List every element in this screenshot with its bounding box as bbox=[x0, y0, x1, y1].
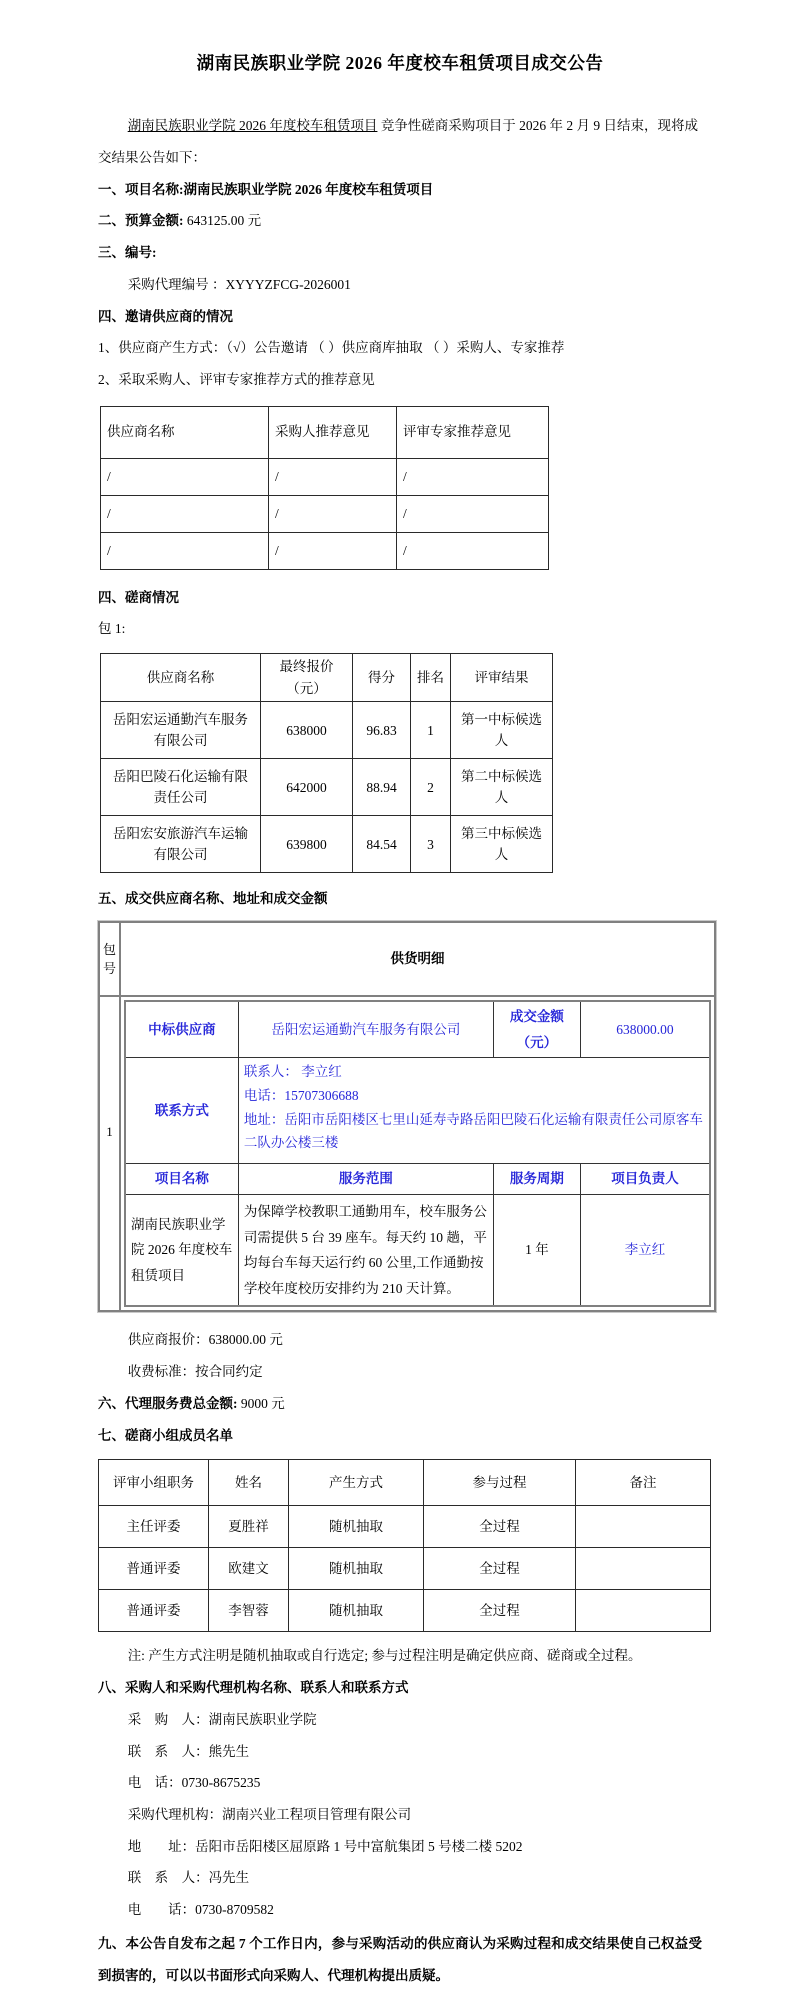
section-1-project-name: 一、项目名称:湖南民族职业学院 2026 年度校车租赁项目 bbox=[98, 181, 434, 197]
column-header: 最终报价（元） bbox=[261, 654, 353, 702]
table-header-row bbox=[101, 654, 553, 702]
supply-detail-header: 供货明细 bbox=[121, 923, 714, 997]
package-column-header: 包号 bbox=[100, 923, 119, 997]
column-header: 服务周期 bbox=[493, 1164, 580, 1195]
project-header-row bbox=[125, 1164, 710, 1195]
award-inner-table bbox=[124, 1000, 711, 1307]
panel-member-table bbox=[98, 1459, 711, 1632]
bid-result-table bbox=[100, 653, 553, 873]
column-header: 备注 bbox=[576, 1460, 711, 1506]
service-period: 1 年 bbox=[493, 1194, 580, 1306]
table-row: 普通评委 李智蓉 随机抽取 全过程 bbox=[99, 1590, 711, 1632]
column-header: 服务范围 bbox=[238, 1164, 493, 1195]
column-header: 得分 bbox=[353, 654, 411, 702]
section-2-budget: 二、预算金额: 643125.00 元 bbox=[98, 213, 262, 229]
agency-code-line: 采购代理编号 ：XYYYZFCG-2026001 bbox=[127, 276, 351, 292]
package-column bbox=[100, 923, 121, 1310]
column-header: 产生方式 bbox=[289, 1460, 424, 1506]
section-4-heading: 四、邀请供应商的情况 bbox=[98, 308, 233, 324]
section-3-heading: 三、编号: bbox=[98, 245, 157, 261]
buyer-contact-line: 联 系 人：熊先生 bbox=[127, 1743, 250, 1759]
table-row: 岳阳宏运通勤汽车服务有限公司 638000 96.83 1 第一中标候选人 bbox=[101, 702, 553, 759]
column-header: 项目名称 bbox=[125, 1164, 238, 1195]
amount-label: 成交金额（元） bbox=[493, 1001, 580, 1058]
recommendation-table bbox=[100, 406, 549, 570]
buyer-line: 采 购 人：湖南民族职业学院 bbox=[127, 1711, 317, 1727]
table-row: 岳阳巴陵石化运输有限责任公司 642000 88.94 2 第二中标候选人 bbox=[101, 759, 553, 816]
buyer-phone-line: 电 话：0730-8675235 bbox=[127, 1775, 261, 1791]
contact-person: 联系人： 李立红 bbox=[243, 1064, 342, 1080]
table-row: / / / bbox=[101, 458, 549, 495]
section-6-agency-fee: 六、代理服务费总金额: 9000 元 bbox=[98, 1395, 285, 1411]
project-data-row bbox=[125, 1194, 710, 1306]
agency-line: 采购代理机构：湖南兴业工程项目管理有限公司 bbox=[127, 1806, 412, 1822]
table-row: 主任评委 夏胜祥 随机抽取 全过程 bbox=[99, 1506, 711, 1548]
column-header: 参与过程 bbox=[424, 1460, 576, 1506]
column-header: 采购人推荐意见 bbox=[269, 406, 397, 458]
column-header: 项目负责人 bbox=[580, 1164, 710, 1195]
package-line: 包 1: bbox=[98, 621, 126, 637]
table-row: 普通评委 欧建文 随机抽取 全过程 bbox=[99, 1548, 711, 1590]
table-row: / / / bbox=[101, 495, 549, 532]
column-header: 排名 bbox=[411, 654, 451, 702]
package-number: 1 bbox=[106, 1124, 113, 1140]
agency-phone-line: 电 话：0730-8709582 bbox=[127, 1902, 274, 1918]
contact-label: 联系方式 bbox=[125, 1058, 238, 1164]
section-9-objection-notice: 九、本公告自发布之起 7 个工作日内，参与采购活动的供应商认为采购过程和成交结果使自己权益受到损害的，可以以书面形式向采购人、代理机构提出质疑。 bbox=[98, 1935, 702, 1983]
panel-note-line: 注: 产生方式注明是随机抽取或自行选定; 参与过程注明是确定供应商、磋商或全过程。 bbox=[127, 1648, 642, 1664]
section-7-heading: 七、磋商小组成员名单 bbox=[98, 1427, 233, 1443]
section-8-heading: 八、采购人和采购代理机构名称、联系人和联系方式 bbox=[98, 1680, 409, 1696]
table-header-row bbox=[101, 406, 549, 458]
intro-rest: 竞争性磋商采购项目于 2026 年 2 月 9 日结束，现将成交结果公告如下： bbox=[98, 118, 699, 165]
contact-address: 地址：岳阳市岳阳楼区七里山延寿寺路岳阳巴陵石化运输有限责任公司原客车二队办公楼三楼 bbox=[243, 1111, 703, 1151]
table-row: 岳阳宏安旅游汽车运输有限公司 639800 84.54 3 第三中标候选人 bbox=[101, 816, 553, 873]
column-header: 供应商名称 bbox=[101, 654, 261, 702]
recommend-method-line: 2、采取采购人、评审专家推荐方式的推荐意见 bbox=[98, 372, 375, 387]
intro-paragraph bbox=[98, 110, 702, 173]
contact-info bbox=[238, 1058, 710, 1164]
intro-project-name: 湖南民族职业学院 2026 年度校车租赁项目 bbox=[127, 118, 378, 134]
column-header: 供应商名称 bbox=[101, 406, 269, 458]
winner-row bbox=[125, 1001, 710, 1058]
award-table bbox=[98, 921, 716, 1312]
fee-standard-line: 收费标准：按合同约定 bbox=[127, 1364, 263, 1380]
section-5-heading: 五、成交供应商名称、地址和成交金额 bbox=[98, 891, 328, 907]
contact-row bbox=[125, 1058, 710, 1164]
section-4b-heading: 四、磋商情况 bbox=[98, 589, 179, 605]
project-name: 湖南民族职业学院 2026 年度校车租赁项目 bbox=[125, 1194, 238, 1306]
winner-name: 岳阳宏运通勤汽车服务有限公司 bbox=[238, 1001, 493, 1058]
supplier-method-line: 1、供应商产生方式：（√）公告邀请 （ ）供应商库抽取 （ ）采购人、专家推荐 bbox=[98, 340, 565, 356]
contact-phone: 电话：15707306688 bbox=[243, 1087, 359, 1103]
winner-label: 中标供应商 bbox=[125, 1001, 238, 1058]
project-manager: 李立红 bbox=[580, 1194, 710, 1306]
supplier-quote-line: 供应商报价：638000.00 元 bbox=[127, 1332, 283, 1348]
column-header: 姓名 bbox=[209, 1460, 289, 1506]
amount-value: 638000.00 bbox=[580, 1001, 710, 1058]
column-header: 评审小组职务 bbox=[99, 1460, 209, 1506]
page-title: 湖南民族职业学院 2026 年度校车租赁项目成交公告 bbox=[196, 53, 604, 73]
service-scope: 为保障学校教职工通勤用车，校车服务公司需提供 5 台 39 座车。每天约 10 趟，平均每台车每天运行约 60 公里,工作通勤按学校年度校历安排约为 210 天计算。 bbox=[238, 1194, 493, 1306]
award-inner bbox=[121, 997, 714, 1310]
agency-address-line: 地 址：岳阳市岳阳楼区屈原路 1 号中富航集团 5 号楼二楼 5202 bbox=[127, 1838, 523, 1854]
column-header: 评审专家推荐意见 bbox=[397, 406, 549, 458]
table-header-row bbox=[99, 1460, 711, 1506]
table-row: / / / bbox=[101, 532, 549, 569]
award-detail-area bbox=[121, 923, 714, 1310]
agency-contact-line: 联 系 人：冯先生 bbox=[127, 1870, 250, 1886]
column-header: 评审结果 bbox=[451, 654, 553, 702]
